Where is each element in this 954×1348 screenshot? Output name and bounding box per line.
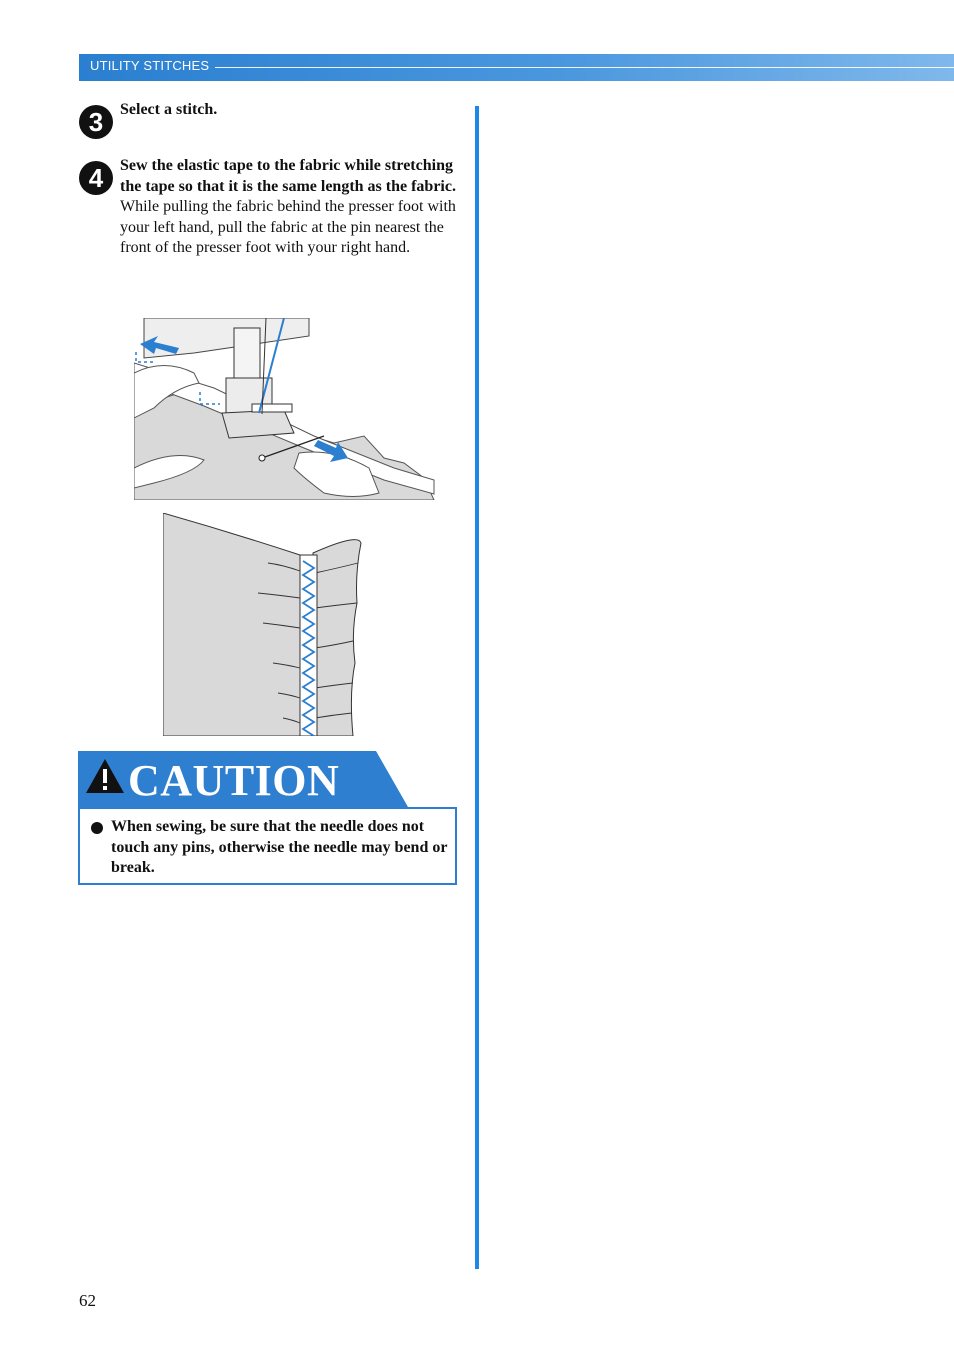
section-header-bar — [79, 54, 954, 81]
step-4-content — [120, 156, 460, 259]
header-rule — [215, 67, 954, 68]
caution-title: CAUTION — [128, 756, 340, 805]
step-3-title: Select a stitch. — [120, 101, 218, 118]
step-4-body: While pulling the fabric behind the presser foot with your left hand, pull the fabric at the pin nearest the front of the presser foot with your right hand. — [120, 198, 456, 256]
column-divider — [475, 106, 479, 1269]
sewing-illustration — [134, 318, 436, 500]
step-3-number: 3 — [79, 105, 113, 139]
step-4-number: 4 — [79, 161, 113, 195]
caution-box — [78, 807, 457, 885]
section-title: UTILITY STITCHES — [90, 58, 210, 73]
caution-item: When sewing, be sure that the needle does not touch any pins, otherwise the needle may bend or break. — [111, 818, 448, 876]
gathered-fabric-illustration — [163, 513, 363, 736]
bullet-icon — [91, 822, 103, 834]
step-4-title: Sew the elastic tape to the fabric while stretching the tape so that it is the same length as the fabric. — [120, 157, 456, 195]
page-number: 62 — [79, 1291, 96, 1310]
